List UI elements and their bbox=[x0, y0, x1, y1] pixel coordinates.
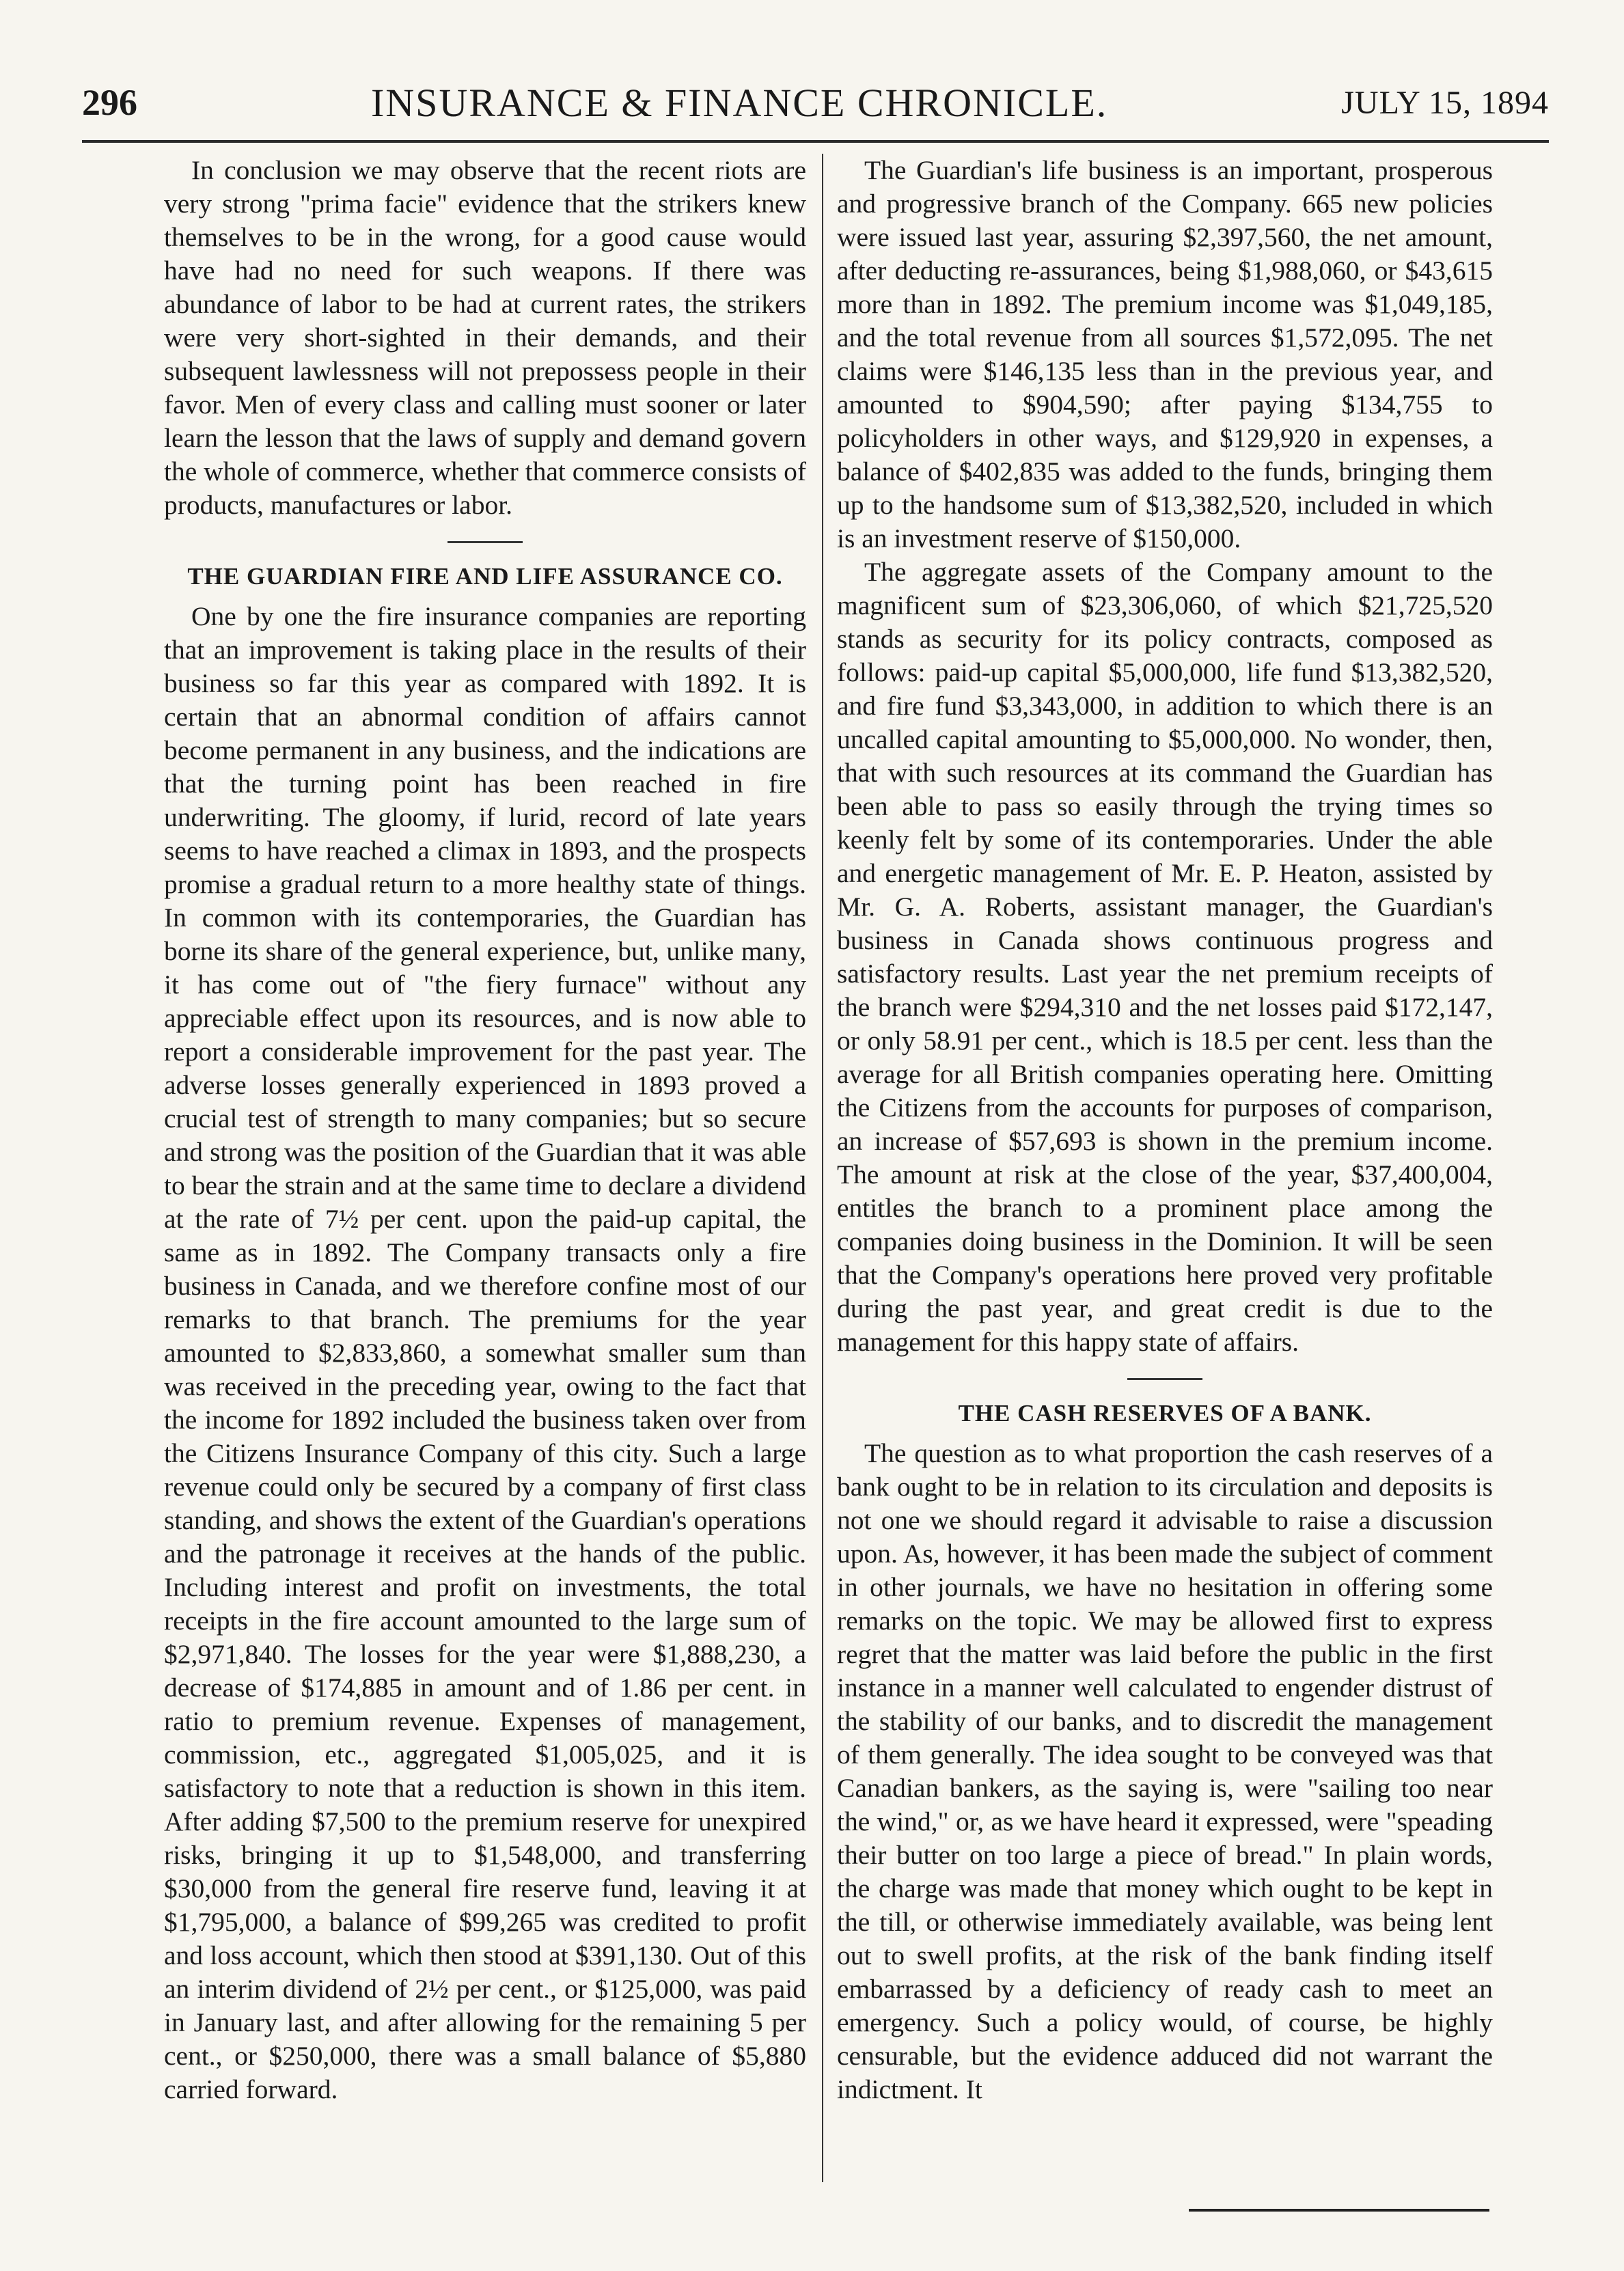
section-divider bbox=[448, 541, 523, 543]
section-divider bbox=[1127, 1378, 1202, 1380]
bank-article-heading: THE CASH RESERVES OF A BANK. bbox=[958, 1400, 1372, 1427]
footer-rule bbox=[1189, 2209, 1489, 2212]
issue-date: JULY 15, 1894 bbox=[1341, 84, 1549, 121]
guardian-life-paragraph: The Guardian's life business is an important, prosperous and progressive branch of the Company. 665 new policies were issued last year, assuring $2,397,560, the net amount, after deducting re-assurances, being $1,988,060, or $43,615 more than in 1892. The premium income was $1,049,185, and the total revenue from all sources $1,572,095. The net claims were $146,135 less than in the previous year, and amounted to $904,590; after paying $134,755 to policyholders in other ways, and $129,920 in expenses, a balance of $402,835 was added to the funds, bringing them up to the handsome sum of $13,382,520, included in which is an investment reserve of $150,000. bbox=[837, 155, 1493, 553]
bank-reserves-paragraph: The question as to what proportion the cash reserves of a bank ought to be in relation to its circulation and deposits is not one we should regard it advisable to raise a discussion upon. As, however, it has been made the subject of comment in other journals, we have no hesitation in offering some remarks on the topic. We may be allowed first to express regret that the matter was laid before the public in the first instance in a manner well calculated to engender distrust of the stability of our banks, and to discredit the management of them generally. The idea sought to be conveyed was that Canadian bankers, as the saying is, were "sailing too near the wind," or, as we have heard it expressed, were "speading their butter on too large a piece of bread." In plain words, the charge was made that money which ought to be kept in the till, or otherwise immediately available, was being lent out to swell profits, at the risk of the bank finding itself embarrassed by a deficiency of ready cash to meet an emergency. Such a policy would, of course, be highly censurable, but the evidence adduced did not warrant the indictment. It bbox=[837, 1438, 1493, 2104]
masthead bbox=[82, 65, 1549, 143]
guardian-fire-paragraph: One by one the fire insurance companies are reporting that an improvement is taking place in the results of their business so far this year as compared with 1892. It is certain that an abnormal condition of affairs cannot become permanent in any business, and the indications are that the turning point has been reached in fire underwriting. The gloomy, if lurid, record of late years seems to have reached a climax in 1893, and the prospects promise a gradual return to a more healthy state of things. In common with its contemporaries, the Guardian has borne its share of the general experience, but, unlike many, it has come out of "the fiery furnace" without any appreciable effect upon its resources, and is now able to report a considerable improvement for the past year. The adverse losses generally experienced in 1893 proved a crucial test of strength to many companies; but so secure and strong was the position of the Guardian that it was able to bear the strain and at the same time to declare a dividend at the rate of 7½ per cent. upon the paid-up capital, the same as in 1892. The Company transacts only a fire business in Canada, and we therefore confine most of our remarks to that branch. The premiums for the year amounted to $2,833,860, a somewhat smaller sum than was received in the preceding year, owing to the fact that the income for 1892 included the business taken over from the Citizens Insurance Company of this city. Such a large revenue could only be secured by a company of first class standing, and shows the extent of the Guardian's operations and the patronage it receives at the hands of the public. Including interest and profit on investments, the total receipts in the fire account amounted to the large sum of $2,971,840. The losses for the year were $1,888,230, a decrease of $174,885 in amount and of 1.86 per cent. in ratio to premium revenue. Expenses of management, commission, etc., aggregated $1,005,025, and it is satisfactory to note that a reduction is shown in this item. After adding $7,500 to the premium reserve for unexpired risks, bringing it up to $1,548,000, and transferring $30,000 from the general fire reserve fund, leaving it at $1,795,000, a balance of $99,265 was credited to profit and loss account, which then stood at $391,130. Out of this an interim dividend of 2½ per cent., or $125,000, was paid in January last, and after allowing for the remaining 5 per cent., or $250,000, there was a small balance of $5,880 carried forward. bbox=[164, 601, 806, 2104]
left-column bbox=[164, 154, 806, 2189]
column-divider bbox=[822, 154, 823, 2182]
guardian-assets-paragraph: The aggregate assets of the Company amount to the magnificent sum of $23,306,060, of which $21,725,520 stands as security for its policy contracts, composed as follows: paid-up capital $5,000,000, life fund $13,382,520, and fire fund $3,343,000, in addition to which there is an uncalled capital amounting to $5,000,000. No wonder, then, that with such resources at its command the Guardian has been able to pass so easily through the trying times so keenly felt by some of its contemporaries. Under the able and energetic management of Mr. E. P. Heaton, assisted by Mr. G. A. Roberts, assistant manager, the Guardian's business in Canada shows continuous progress and satisfactory results. Last year the net premium receipts of the branch were $294,310 and the net losses paid $172,147, or only 58.91 per cent., which is 18.5 per cent. less than the average for all British companies operating here. Omitting the Citizens from the accounts for purposes of comparison, an increase of $57,693 is shown in the premium income. The amount at risk at the close of the year, $37,400,004, entitles the branch to a prominent place among the companies doing business in the Dominion. It will be seen that the Company's operations here proved very profitable during the past year, and great credit is due to the management for this happy state of affairs. bbox=[837, 557, 1493, 1357]
journal-title: INSURANCE & FINANCE CHRONICLE. bbox=[370, 80, 1108, 125]
right-column bbox=[837, 154, 1493, 2189]
riots-conclusion-paragraph: In conclusion we may observe that the recent riots are very strong "prima facie" evidence that the strikers knew themselves to be in the wrong, for a good cause would have had no need for such weapons. If there was abundance of labor to be had at current rates, the strikers were very short-sighted in their demands, and their subsequent lawlessness will not prepossess people in their favor. Men of every class and calling must sooner or later learn the lesson that the laws of supply and demand govern the whole of commerce, whether that commerce consists of products, manufactures or labor. bbox=[164, 155, 806, 520]
guardian-article-heading: THE GUARDIAN FIRE AND LIFE ASSURANCE CO. bbox=[187, 563, 783, 590]
page-number: 296 bbox=[82, 82, 137, 123]
